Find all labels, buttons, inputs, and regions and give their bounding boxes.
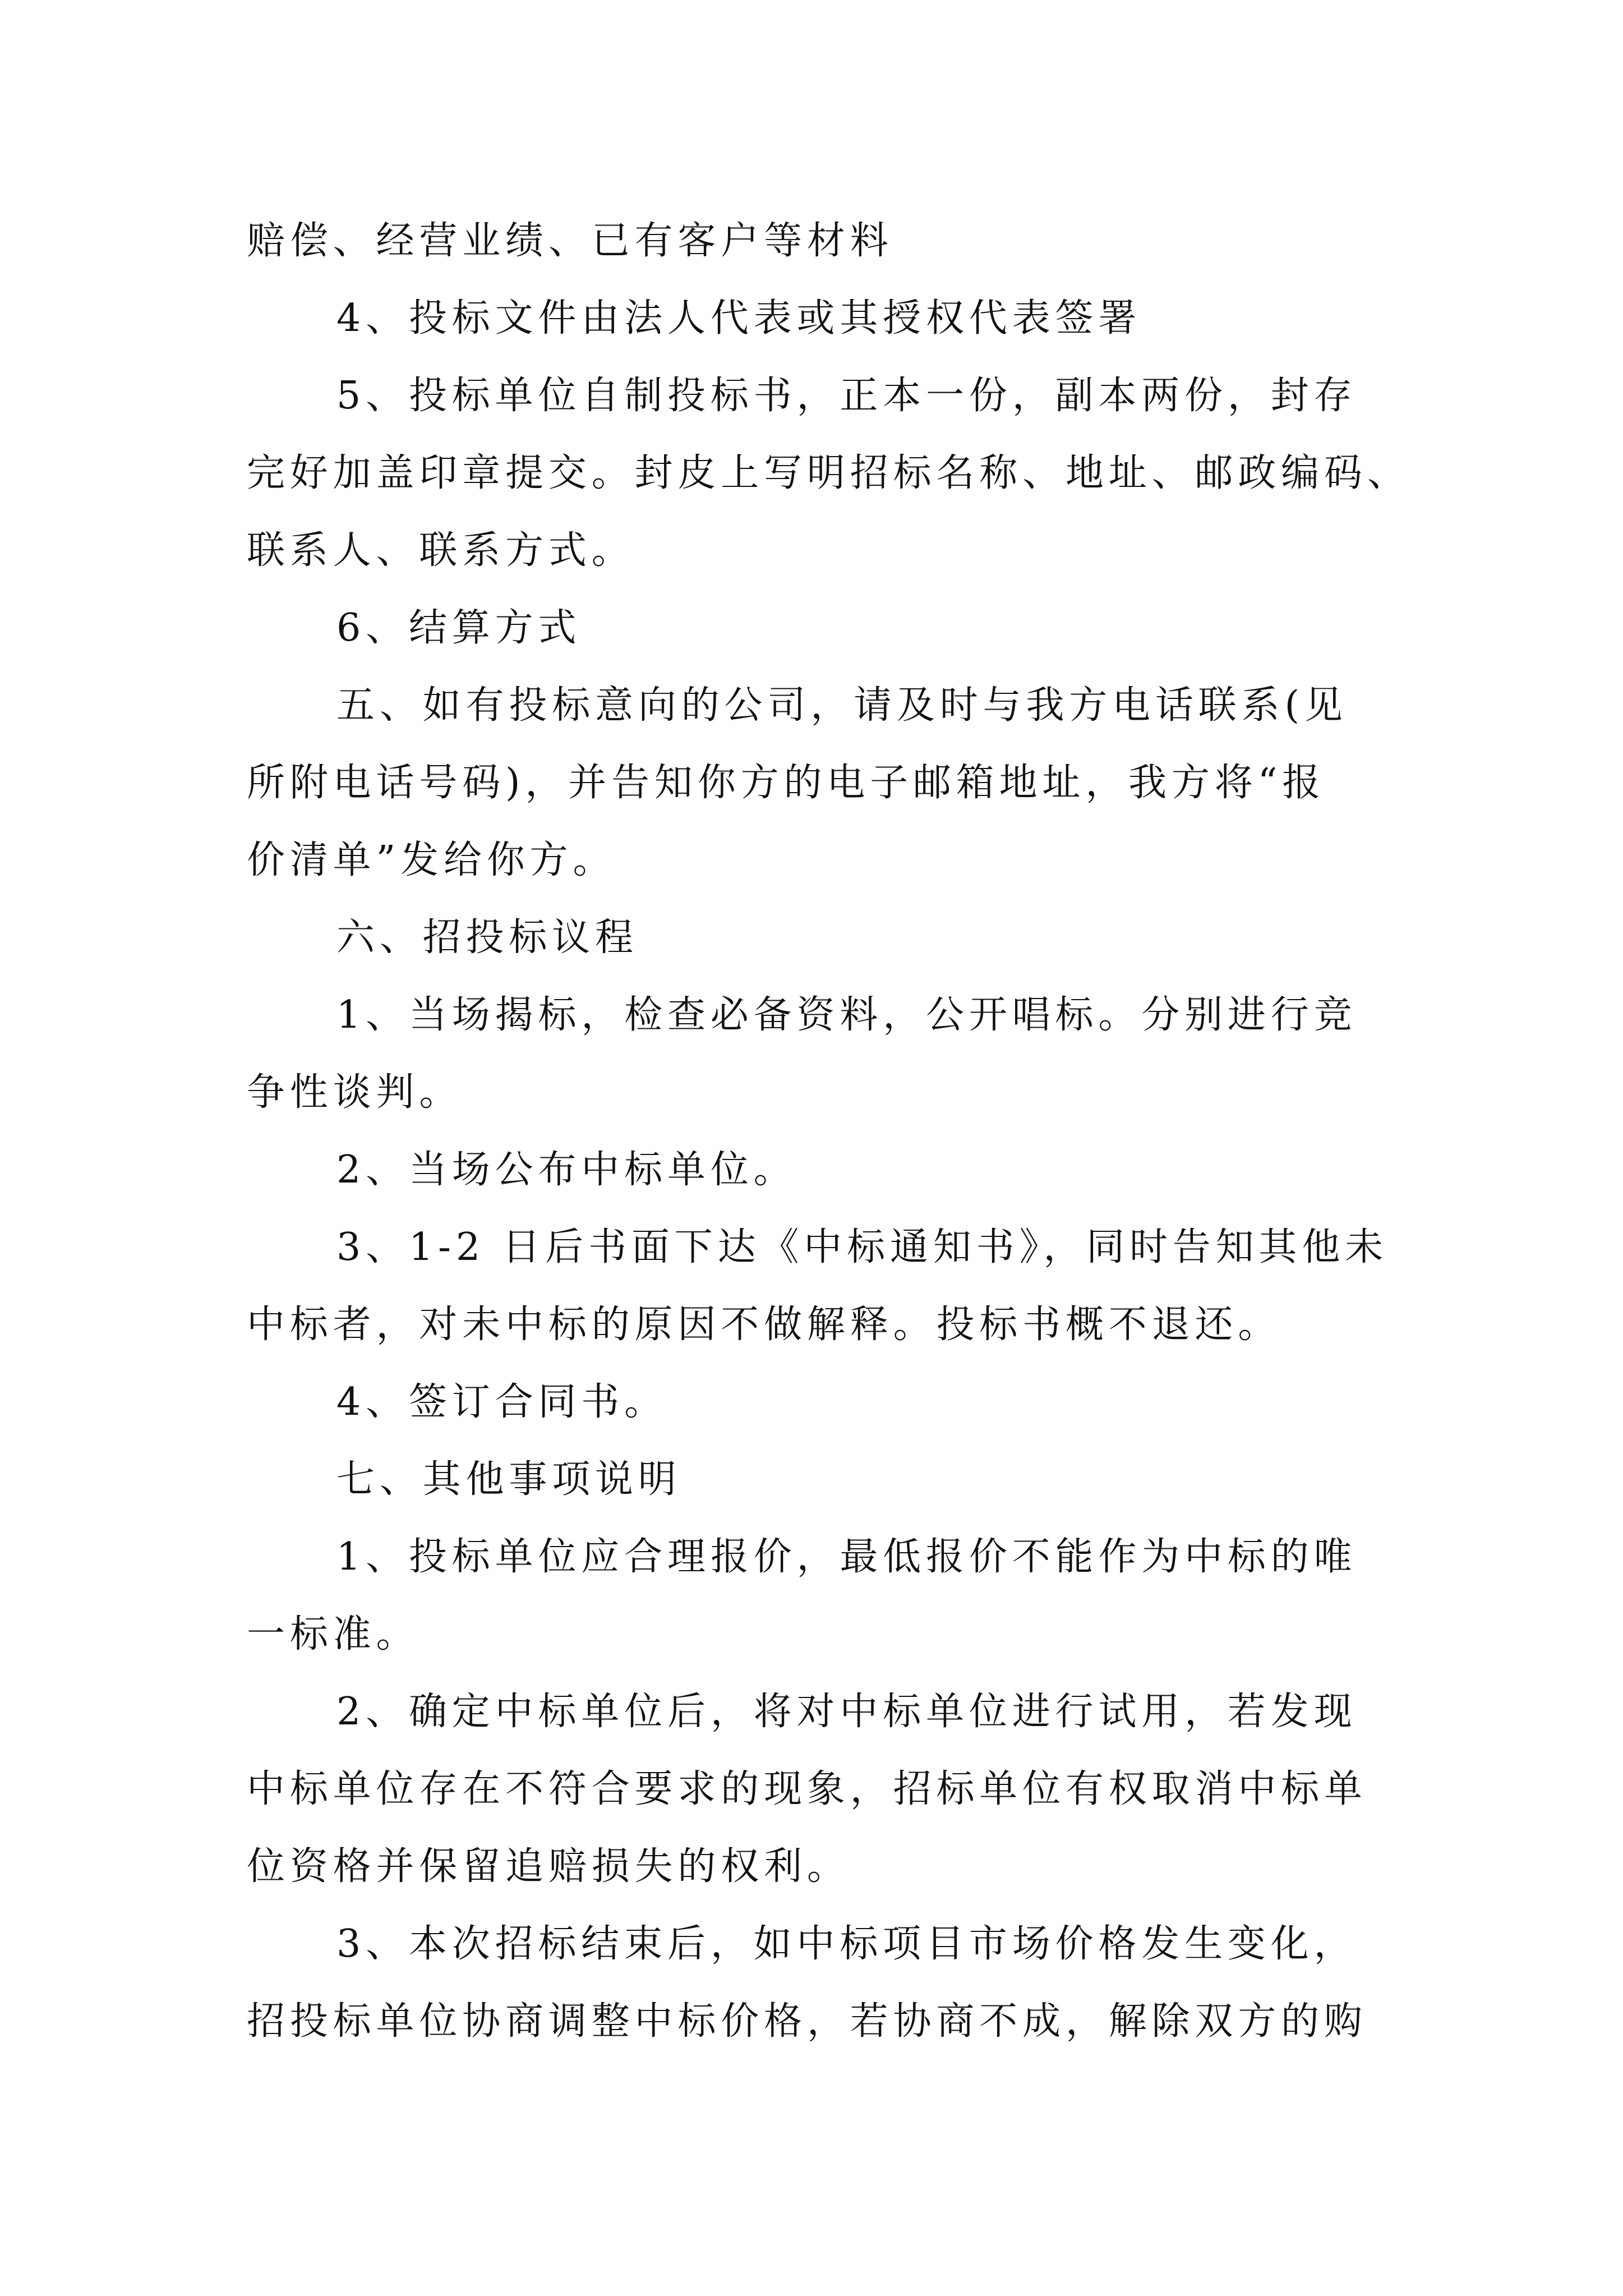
text-line: 价清单”发给你方。	[247, 838, 616, 882]
text-line: 赔偿、经营业绩、已有客户等材料	[247, 219, 893, 263]
text-line: 联系人、联系方式。	[247, 528, 635, 573]
text-line: 争性谈判。	[247, 1070, 463, 1115]
text-line: 3、本次招标结束后，如中标项目市场价格发生变化，	[336, 1922, 1357, 1966]
text-line: 中标单位存在不符合要求的现象，招标单位有权取消中标单	[247, 1767, 1367, 1811]
text-line: 五、如有投标意向的公司，请及时与我方电话联系(见	[336, 683, 1348, 728]
text-line: 招投标单位协商调整中标价格，若协商不成，解除双方的购	[247, 1999, 1367, 2044]
text-line: 1、投标单位应合理报价，最低报价不能作为中标的唯	[336, 1535, 1357, 1579]
text-line: 2、当场公布中标单位。	[336, 1148, 797, 1192]
text-line: 六、招投标议程	[336, 915, 638, 960]
text-line: 3、1-2 日后书面下达《中标通知书》，同时告知其他未	[336, 1225, 1389, 1269]
text-line: 七、其他事项说明	[336, 1457, 681, 1502]
text-line: 位资格并保留追赔损失的权利。	[247, 1844, 850, 1889]
text-line: 4、签订合同书。	[336, 1380, 667, 1424]
text-line: 所附电话号码)，并告知你方的电子邮箱地址，我方将“报	[247, 761, 1326, 805]
text-line: 中标者，对未中标的原因不做解释。投标书概不退还。	[247, 1303, 1281, 1347]
text-line: 2、确定中标单位后，将对中标单位进行试用，若发现	[336, 1690, 1357, 1734]
text-line: 一标准。	[247, 1612, 419, 1657]
text-line: 完好加盖印章提交。封皮上写明招标名称、地址、邮政编码、	[247, 451, 1410, 495]
text-line: 4、投标文件由法人代表或其授权代表签署	[336, 296, 1142, 341]
text-line: 5、投标单位自制投标书，正本一份，副本两份，封存	[336, 374, 1357, 418]
text-line: 6、结算方式	[336, 606, 582, 650]
text-line: 1、当场揭标，检查必备资料，公开唱标。分别进行竞	[336, 993, 1357, 1037]
